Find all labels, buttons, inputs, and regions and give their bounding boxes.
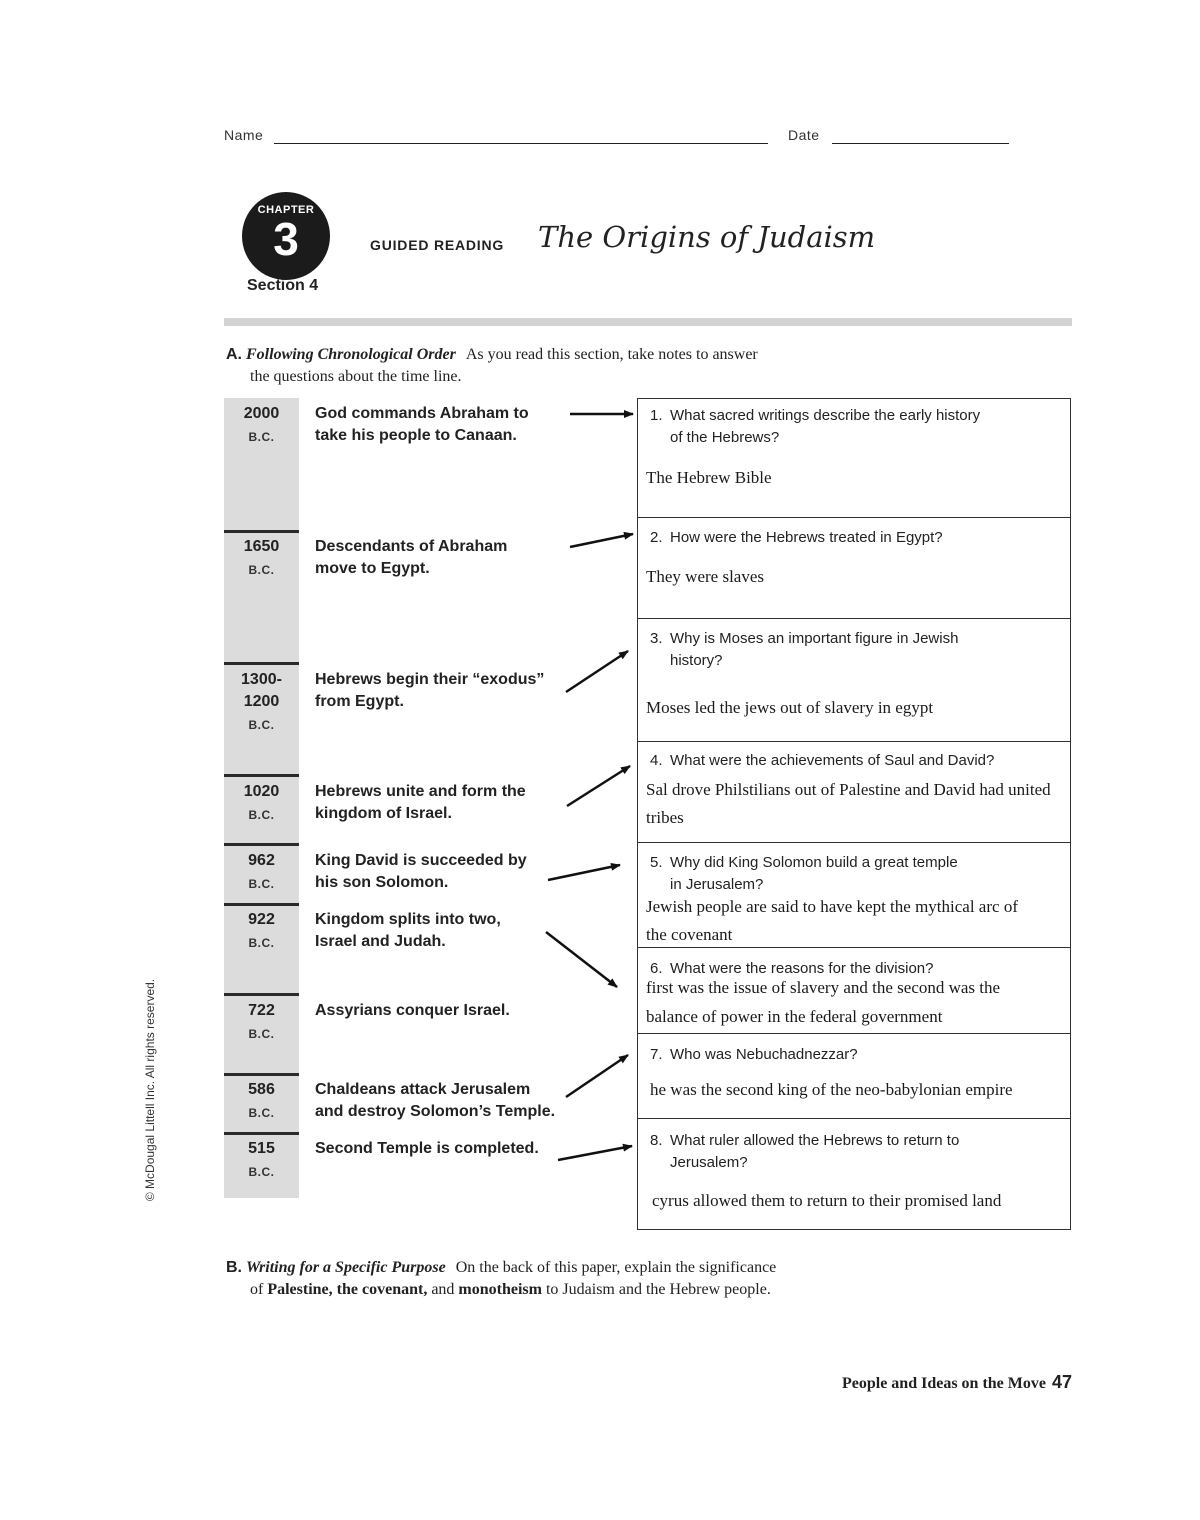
question-text: How were the Hebrews treated in Egypt?: [670, 529, 943, 546]
term-monotheism: monotheism: [458, 1281, 542, 1298]
page-number: 47: [1051, 1372, 1072, 1392]
name-label: Name: [224, 127, 264, 143]
answer-text[interactable]: balance of power in the federal government: [646, 1007, 943, 1026]
question-box: [637, 842, 1071, 948]
question-text: Why did King Solomon build a great temple: [670, 854, 958, 871]
question-text: What sacred writings describe the early history: [670, 407, 981, 424]
part-b-text-1: On the back of this paper, explain the significance: [455, 1259, 777, 1276]
timeline-event: Israel and Judah.: [315, 933, 446, 950]
timeline-event: Second Temple is completed.: [315, 1140, 539, 1157]
timeline-year: 722: [248, 1002, 275, 1019]
question-number: 6.: [650, 960, 663, 977]
footer-text: People and Ideas on the Move: [841, 1375, 1046, 1392]
guided-reading-label: GUIDED READING: [370, 237, 505, 253]
question-box: [637, 517, 1071, 619]
section-label: Section 4: [247, 277, 319, 294]
timeline-event: Chaldeans attack Jerusalem: [315, 1081, 531, 1098]
timeline-year: 962: [248, 852, 275, 869]
timeline-event: Descendants of Abraham: [315, 538, 508, 555]
timeline-year: 515: [248, 1140, 275, 1157]
answer-text[interactable]: Sal drove Philstilians out of Palestine and David had united: [646, 780, 1051, 799]
answer-text[interactable]: the covenant: [646, 925, 733, 944]
chapter-number: 3: [273, 213, 299, 265]
timeline-year: 2000: [243, 405, 280, 422]
question-box: [637, 947, 1071, 1034]
timeline-event: kingdom of Israel.: [315, 805, 452, 822]
question-text: history?: [670, 652, 723, 669]
timeline-year: 1300-: [241, 671, 282, 688]
answer-text[interactable]: The Hebrew Bible: [646, 468, 772, 487]
question-text: in Jerusalem?: [670, 876, 764, 893]
timeline-era: B.C.: [248, 1106, 275, 1120]
timeline-era: B.C.: [248, 563, 275, 577]
timeline-era: B.C.: [248, 718, 275, 732]
timeline-year: 586: [248, 1081, 275, 1098]
answer-text[interactable]: first was the issue of slavery and the second was the: [646, 978, 1001, 997]
question-number: 1.: [650, 407, 663, 424]
question-text: Jerusalem?: [670, 1154, 748, 1171]
timeline-event: Hebrews begin their “exodus”: [315, 671, 545, 688]
timeline-event: and destroy Solomon’s Temple.: [315, 1103, 556, 1120]
arrow: [558, 1146, 632, 1160]
arrow: [566, 651, 628, 692]
page-title: The Origins of Judaism: [538, 220, 876, 254]
arrow: [567, 766, 630, 806]
timeline-event: from Egypt.: [315, 693, 404, 710]
part-a-title: Following Chronological Order: [246, 346, 456, 363]
part-a-text-2: the questions about the time line.: [250, 368, 462, 385]
part-b-and: and: [431, 1281, 455, 1298]
answer-text[interactable]: They were slaves: [646, 567, 765, 586]
timeline-era: B.C.: [248, 1165, 275, 1179]
chapter-word: CHAPTER: [257, 204, 315, 216]
page-footer: [842, 1372, 1072, 1393]
timeline-year: 1200: [243, 693, 280, 710]
question-number: 3.: [650, 630, 663, 647]
timeline-era: B.C.: [248, 1027, 275, 1041]
timeline-year: 1020: [243, 783, 280, 800]
copyright-notice: © McDougal Littell Inc. All rights reserved.: [143, 978, 157, 1202]
answer-text[interactable]: he was the second king of the neo-babylonian empire: [650, 1080, 1013, 1099]
timeline-era: B.C.: [248, 430, 275, 444]
question-text: What were the reasons for the division?: [670, 960, 934, 977]
arrow: [548, 865, 620, 880]
part-b-title: Writing for a Specific Purpose: [246, 1259, 446, 1276]
question-text: of the Hebrews?: [670, 429, 780, 446]
question-number: 5.: [650, 854, 663, 871]
part-b-letter: B.: [226, 1259, 242, 1276]
question-number: 8.: [650, 1132, 663, 1149]
timeline-era: B.C.: [248, 877, 275, 891]
part-a-text-1: As you read this section, take notes to answer: [465, 346, 758, 363]
term-palestine: Palestine,: [267, 1281, 333, 1298]
question-box: [637, 1033, 1071, 1119]
arrow: [546, 932, 617, 987]
part-b-text-2-post: to Judaism and the Hebrew people.: [545, 1281, 771, 1298]
timeline-year: 1650: [243, 538, 280, 555]
question-box: [637, 1118, 1071, 1230]
question-number: 7.: [650, 1046, 663, 1063]
timeline-event: move to Egypt.: [315, 560, 430, 577]
timeline-event: Assyrians conquer Israel.: [315, 1002, 510, 1019]
timeline-era: B.C.: [248, 808, 275, 822]
answer-text[interactable]: tribes: [646, 808, 684, 827]
question-text: What ruler allowed the Hebrews to return to: [670, 1132, 960, 1149]
part-b-instructions: [226, 1257, 986, 1301]
question-text: Why is Moses an important figure in Jewish: [670, 630, 959, 647]
question-box: [637, 741, 1071, 843]
timeline-event: Hebrews unite and form the: [315, 783, 526, 800]
timeline-event: his son Solomon.: [315, 874, 449, 891]
question-text: Who was Nebuchadnezzar?: [670, 1046, 858, 1063]
answer-text[interactable]: Jewish people are said to have kept the mythical arc of: [646, 897, 1018, 916]
part-a-letter: A.: [226, 346, 242, 363]
question-number: 4.: [650, 752, 663, 769]
arrow: [570, 534, 633, 547]
question-number: 2.: [650, 529, 663, 546]
question-box: [637, 618, 1071, 742]
arrow: [566, 1055, 628, 1097]
timeline-event: King David is succeeded by: [315, 852, 527, 869]
part-b-text-2-pre: of: [250, 1281, 264, 1298]
date-label: Date: [788, 127, 820, 143]
question-text: What were the achievements of Saul and David?: [670, 752, 995, 769]
question-box: [637, 398, 1071, 518]
answer-text[interactable]: Moses led the jews out of slavery in egypt: [646, 698, 934, 717]
term-covenant: the covenant,: [336, 1281, 428, 1298]
answer-text[interactable]: cyrus allowed them to return to their promised land: [652, 1191, 1002, 1210]
timeline-year: 922: [248, 911, 275, 928]
timeline-event: Kingdom splits into two,: [315, 911, 501, 928]
timeline-era: B.C.: [248, 936, 275, 950]
timeline-event: God commands Abraham to: [315, 405, 529, 422]
timeline-event: take his people to Canaan.: [315, 427, 517, 444]
